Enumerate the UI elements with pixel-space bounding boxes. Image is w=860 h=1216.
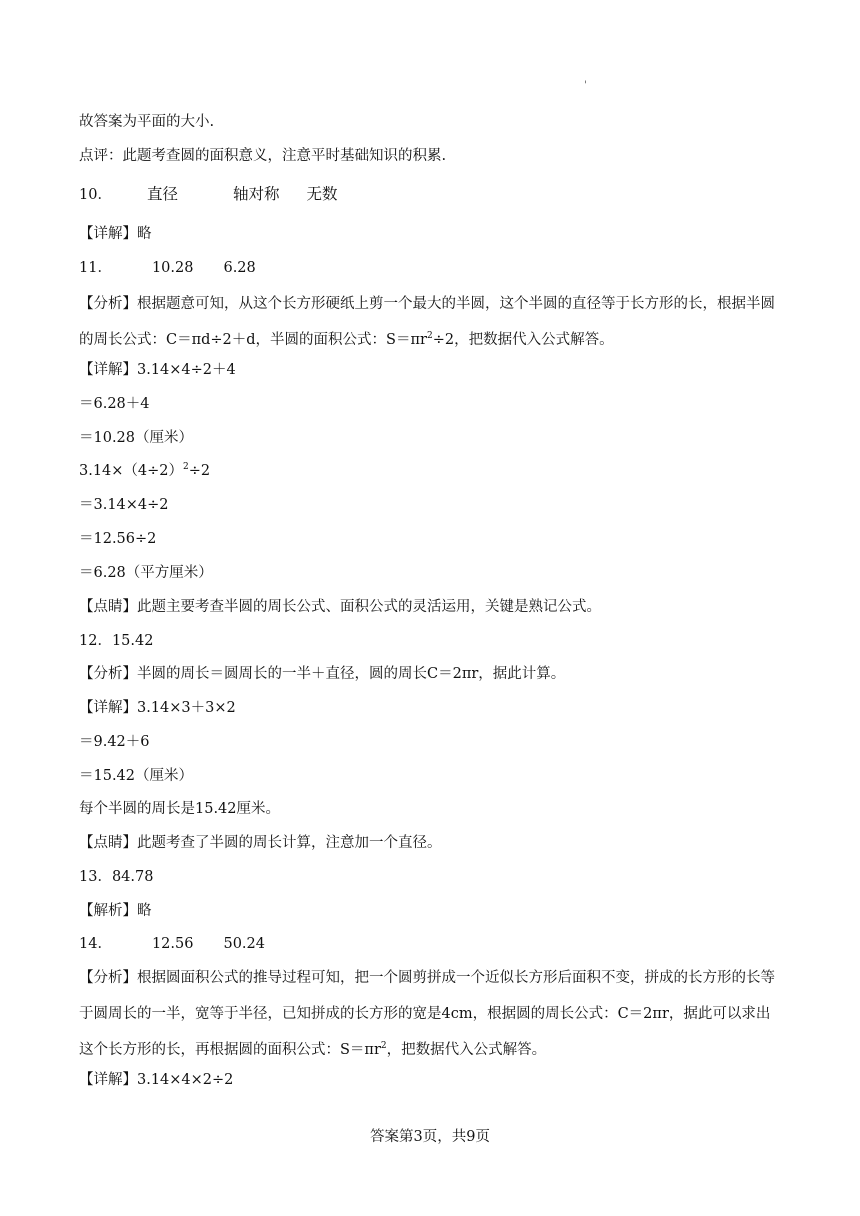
text-line: 点评：此题考查圆的面积意义，注意平时基础知识的积累. (79, 148, 447, 164)
analysis-paragraph: 【分析】根据圆面积公式的推导过程可知，把一个圆剪拼成一个近似长方形后面积不变，拼成的长方形的长等于圆周长的一半，宽等于半径，已知拼成的长方形的宽是4cm，根据圆的周长公式：C＝2πr，据此可以求出这个长方形的长，再根据圆的面积公式：$S=\pi r^2$，把数据代入公式解答。 (79, 970, 775, 1058)
text-line: ＝9.42＋6 (79, 734, 150, 750)
text-line: 故答案为平面的大小. (79, 114, 215, 130)
text-line: 【分析】半圆的周长＝圆周长的一半＋直径，圆的周长C＝2πr，据此计算。 (79, 666, 566, 682)
text-line: 【详解】3.14×3＋3×2 (79, 700, 236, 716)
text-line: 【详解】略 (79, 226, 152, 242)
text-line: ＝6.28（平方厘米） (79, 565, 213, 581)
answer: 50.24 (223, 936, 265, 952)
q14-answer-line (79, 934, 265, 954)
text-line: 【详解】3.14×4×2÷2 (79, 1072, 234, 1088)
text-line: ＝12.56÷2 (79, 531, 157, 547)
page-footer: 答案第3页，共9页 (370, 1129, 490, 1145)
q11-answer-line (79, 258, 256, 278)
text-line: 【详解】3.14×4÷2＋4 (79, 362, 236, 378)
answer: 12.56 (151, 936, 194, 952)
question-number: 11． (79, 260, 112, 276)
text-line: 12．15.42 (79, 633, 154, 649)
text-line: 【点睛】此题考查了半圆的周长计算，注意加一个直径。 (79, 835, 442, 851)
text-line: ＝10.28（厘米） (79, 430, 194, 446)
text-line: 每个半圆的周长是15.42厘米。 (79, 801, 281, 817)
text-line: ＝3.14×4÷2 (79, 497, 169, 513)
text-line: 【解析】略 (79, 903, 152, 919)
text-line: ＝6.28＋4 (79, 396, 150, 412)
text-line: $3.14\times(4\div 2)^2\div 2$ (79, 462, 211, 479)
answer: 直径 (146, 185, 178, 203)
text-line: ＝15.42（厘米） (79, 768, 194, 784)
q10-answer-line (79, 184, 338, 205)
header-mark: ' (584, 80, 587, 91)
text-line: 13．84.78 (79, 869, 154, 885)
analysis-paragraph: 【分析】根据题意可知，从这个长方形硬纸上剪一个最大的半圆，这个半圆的直径等于长方形的长，根据半圆的周长公式：C＝πd÷2＋d，半圆的面积公式：$S=\pi r^2\div 2$，把数据代入公式解答。 (79, 296, 775, 348)
question-number: 10． (79, 187, 112, 203)
answer: 无数 (306, 185, 338, 203)
answer: 轴对称 (232, 185, 280, 203)
answer: 10.28 (151, 260, 194, 276)
question-number: 14． (79, 936, 112, 952)
answer: 6.28 (223, 260, 256, 276)
text-line: 【点睛】此题主要考查半圆的周长公式、面积公式的灵活运用，关键是熟记公式。 (79, 599, 601, 615)
